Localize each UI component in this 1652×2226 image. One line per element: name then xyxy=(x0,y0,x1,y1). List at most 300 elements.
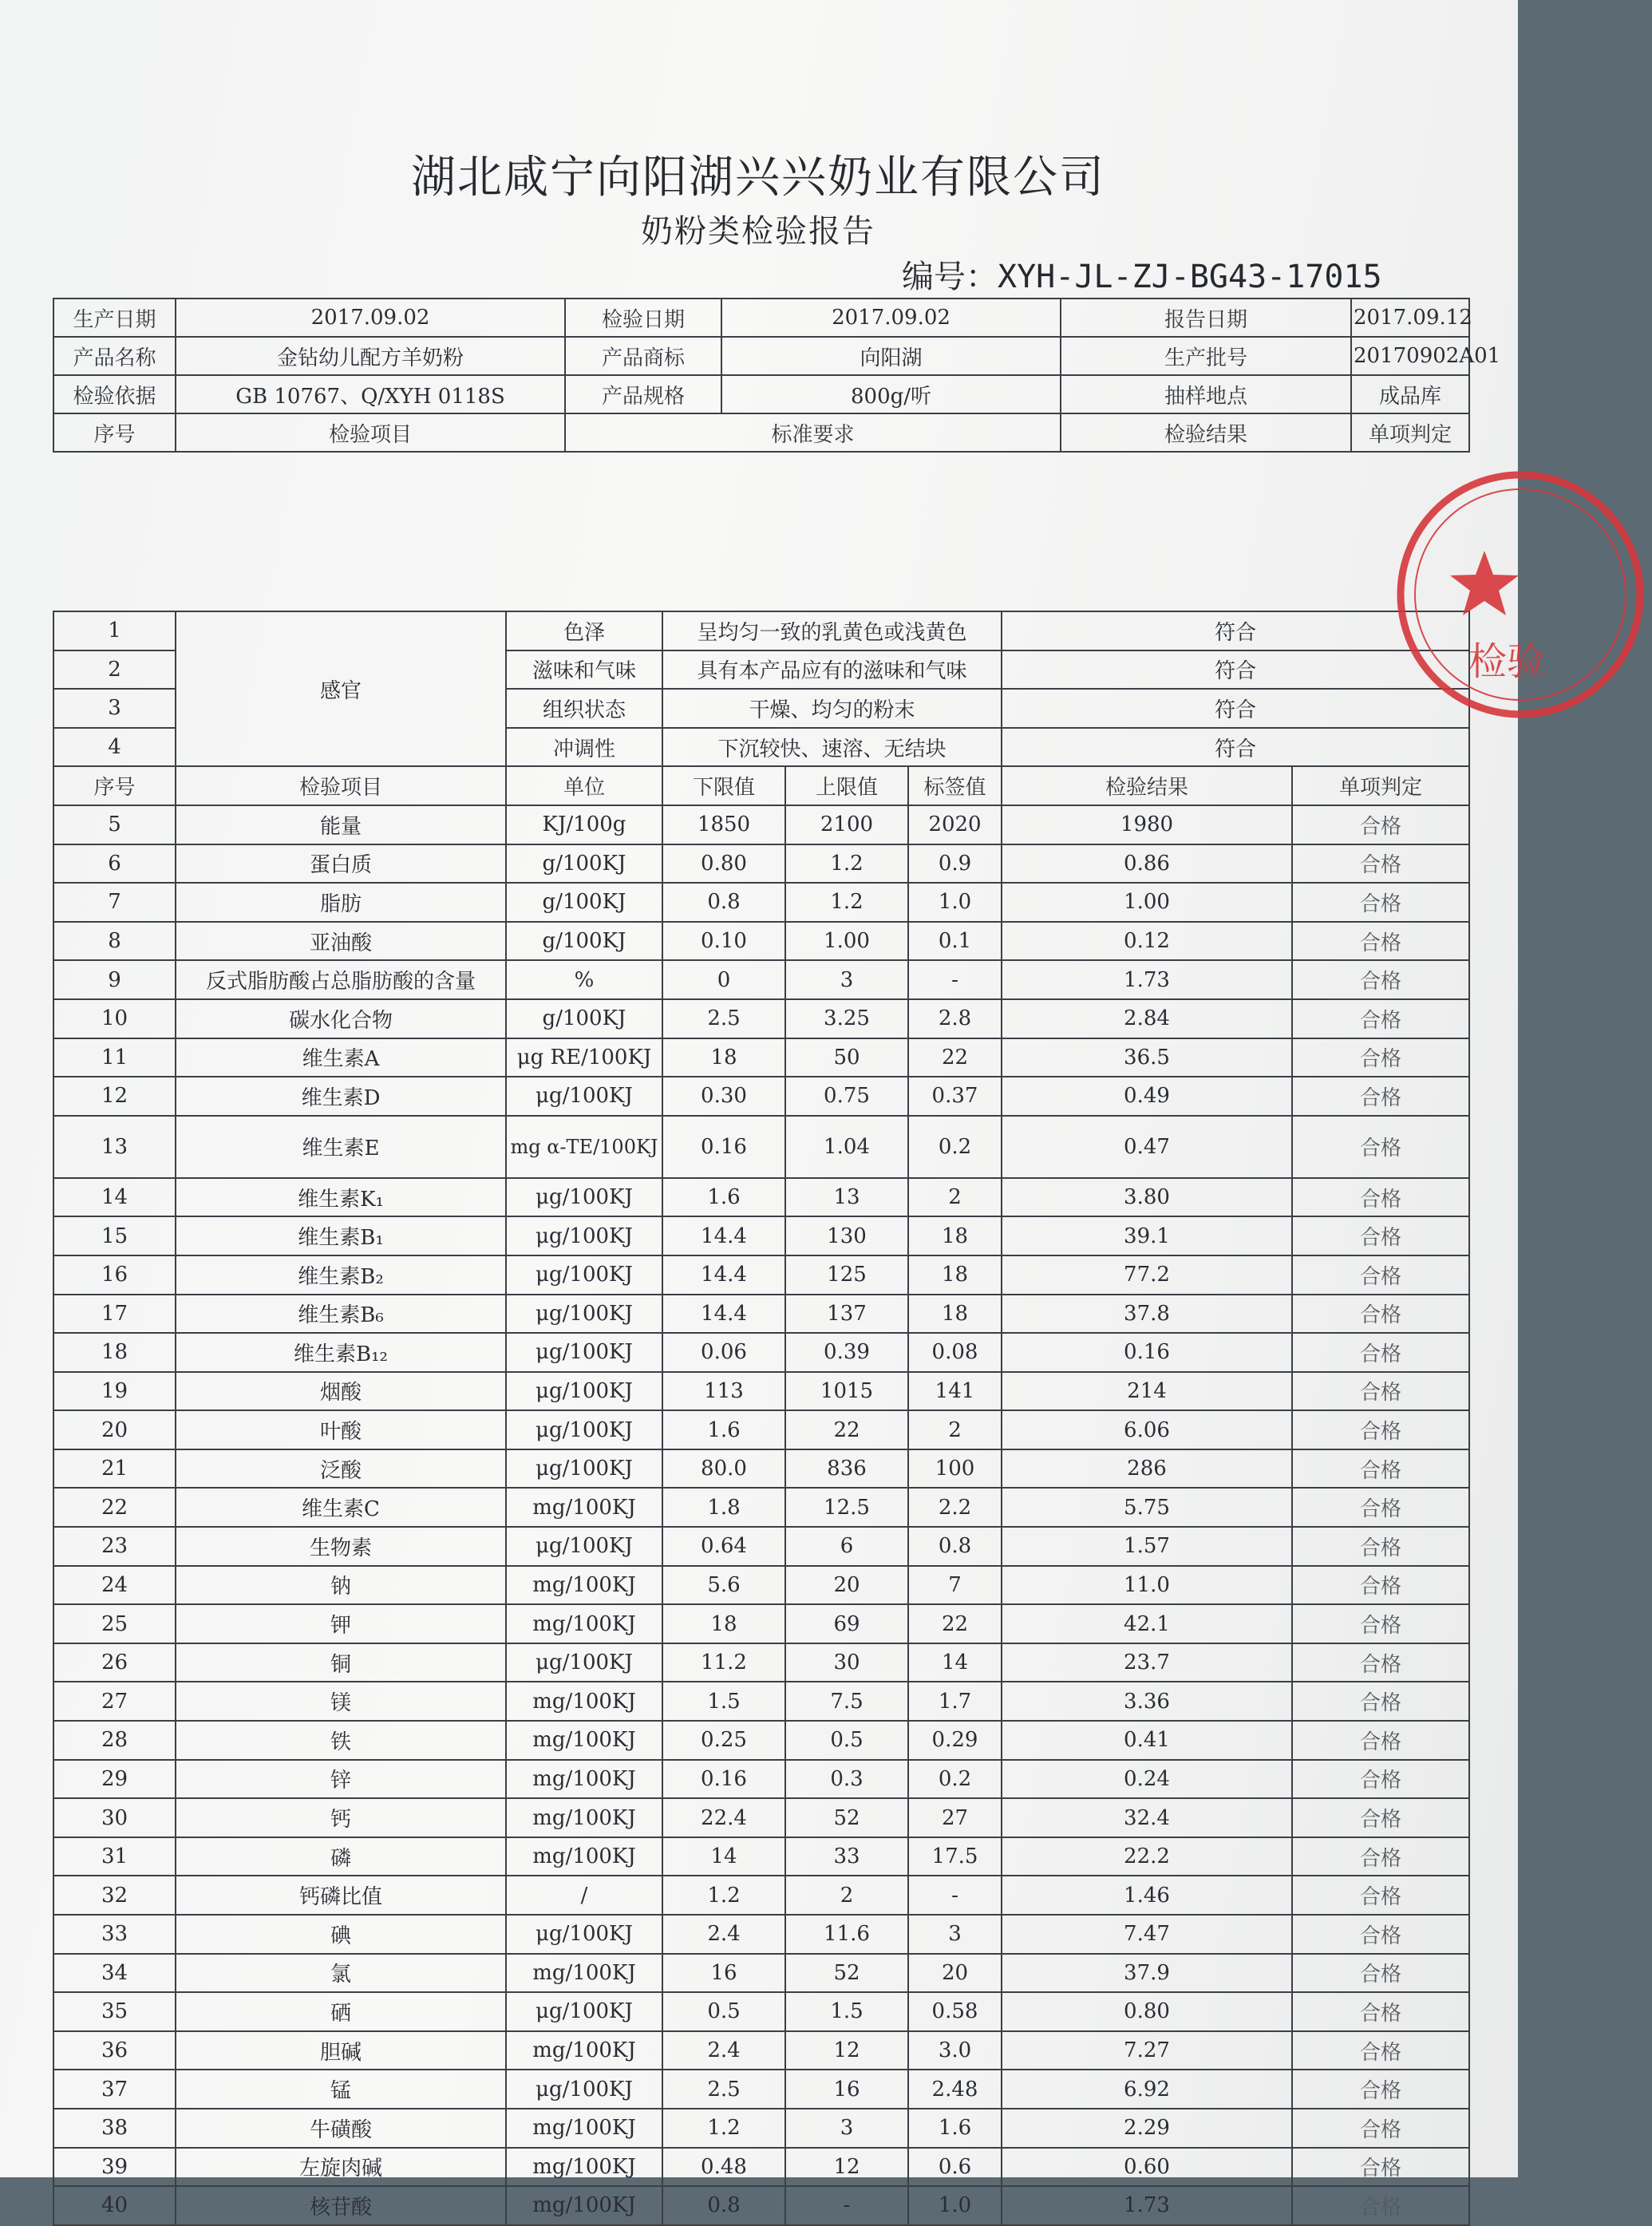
lower-limit: 0.16 xyxy=(662,1116,785,1178)
verdict: 合格 xyxy=(1292,960,1469,999)
label-value: 3 xyxy=(908,1915,1002,1954)
test-result: 1.73 xyxy=(1002,2186,1292,2225)
upper-limit: 6 xyxy=(785,1527,908,1566)
row-number: 9 xyxy=(53,960,176,999)
label-value: 2.48 xyxy=(908,2070,1002,2109)
unit: μg/100KJ xyxy=(506,1077,662,1116)
lower-limit: 0.8 xyxy=(662,883,785,922)
verdict: 合格 xyxy=(1292,805,1469,844)
unit: g/100KJ xyxy=(506,844,662,884)
result-row xyxy=(53,1992,1469,2031)
test-result: 32.4 xyxy=(1002,1798,1292,1837)
upper-limit: 3 xyxy=(785,960,908,999)
unit: mg/100KJ xyxy=(506,2186,662,2225)
test-result: 3.80 xyxy=(1002,1178,1292,1217)
verdict: 合格 xyxy=(1292,1295,1469,1334)
test-result: 23.7 xyxy=(1002,1643,1292,1682)
result-row xyxy=(53,1333,1469,1372)
item-name: 钙磷比值 xyxy=(176,1876,506,1915)
company-name: 湖北咸宁向阳湖兴兴奶业有限公司 xyxy=(411,152,1105,204)
result-row xyxy=(53,1643,1469,1682)
item-name: 亚油酸 xyxy=(176,922,506,961)
result-row xyxy=(53,1760,1469,1799)
lower-limit: 1850 xyxy=(662,805,785,844)
test-result: 36.5 xyxy=(1002,1038,1292,1077)
label-value: 3.0 xyxy=(908,2031,1002,2070)
unit: μg/100KJ xyxy=(506,1295,662,1334)
unit: / xyxy=(506,1876,662,1915)
row-number: 29 xyxy=(53,1760,176,1799)
row-number: 4 xyxy=(53,728,176,767)
sensory-attribute: 滋味和气味 xyxy=(506,650,662,690)
lower-limit: 0.48 xyxy=(662,2148,785,2187)
label-value: 14 xyxy=(908,1643,1002,1682)
row-number: 2 xyxy=(53,650,176,690)
item-name: 维生素A xyxy=(176,1038,506,1077)
unit: μg/100KJ xyxy=(506,1255,662,1295)
label-value: 7 xyxy=(908,1566,1002,1605)
unit: mg/100KJ xyxy=(506,1682,662,1721)
sensory-row xyxy=(53,611,1469,650)
row-number: 26 xyxy=(53,1643,176,1682)
brand-label: 产品商标 xyxy=(565,337,721,375)
verdict: 合格 xyxy=(1292,883,1469,922)
row-number: 23 xyxy=(53,1527,176,1566)
verdict: 合格 xyxy=(1292,844,1469,884)
lower-limit: 16 xyxy=(662,1954,785,1993)
test-result: 5.75 xyxy=(1002,1488,1292,1527)
verdict: 合格 xyxy=(1292,2186,1469,2225)
result-row xyxy=(53,1038,1469,1077)
col-header-lower: 下限值 xyxy=(662,766,785,805)
unit: μg/100KJ xyxy=(506,1992,662,2031)
row-number: 7 xyxy=(53,883,176,922)
item-name: 铁 xyxy=(176,1721,506,1760)
result-row xyxy=(53,1798,1469,1837)
label-value: - xyxy=(908,1876,1002,1915)
row-number: 27 xyxy=(53,1682,176,1721)
report-date-label: 报告日期 xyxy=(1061,299,1351,337)
test-result: 1980 xyxy=(1002,805,1292,844)
test-result: 22.2 xyxy=(1002,1837,1292,1876)
unit: g/100KJ xyxy=(506,883,662,922)
row-number: 20 xyxy=(53,1410,176,1449)
verdict: 合格 xyxy=(1292,1038,1469,1077)
row-number: 18 xyxy=(53,1333,176,1372)
col-header-no: 序号 xyxy=(53,766,176,805)
lower-limit: 22.4 xyxy=(662,1798,785,1837)
test-result: 1.57 xyxy=(1002,1527,1292,1566)
unit: μg/100KJ xyxy=(506,1410,662,1449)
upper-limit: 0.39 xyxy=(785,1333,908,1372)
col-header-verdict: 单项判定 xyxy=(1351,413,1469,452)
label-value: 1.0 xyxy=(908,883,1002,922)
test-result: 2.29 xyxy=(1002,2109,1292,2148)
row-number: 32 xyxy=(53,1876,176,1915)
lower-limit: 1.2 xyxy=(662,1876,785,1915)
label-value: 0.2 xyxy=(908,1760,1002,1799)
row-number: 25 xyxy=(53,1604,176,1643)
upper-limit: 0.3 xyxy=(785,1760,908,1799)
col-header-upper: 上限值 xyxy=(785,766,908,805)
spec-label: 产品规格 xyxy=(565,375,721,413)
lower-limit: 2.5 xyxy=(662,999,785,1038)
verdict: 合格 xyxy=(1292,1604,1469,1643)
lower-limit: 18 xyxy=(662,1038,785,1077)
row-number: 5 xyxy=(53,805,176,844)
item-name: 维生素E xyxy=(176,1116,506,1178)
label-value: - xyxy=(908,960,1002,999)
upper-limit: 16 xyxy=(785,2070,908,2109)
upper-limit: 20 xyxy=(785,1566,908,1605)
col-header-result: 检验结果 xyxy=(1002,766,1292,805)
item-name: 锰 xyxy=(176,2070,506,2109)
row-number: 19 xyxy=(53,1372,176,1411)
lower-limit: 0.16 xyxy=(662,1760,785,1799)
result-row xyxy=(53,1077,1469,1116)
spec: 800g/听 xyxy=(721,375,1061,413)
unit: g/100KJ xyxy=(506,999,662,1038)
result-row xyxy=(53,1566,1469,1605)
sensory-requirement: 干燥、均匀的粉末 xyxy=(662,689,1002,728)
test-result: 39.1 xyxy=(1002,1216,1292,1255)
verdict: 合格 xyxy=(1292,1527,1469,1566)
item-name: 磷 xyxy=(176,1837,506,1876)
unit: μg/100KJ xyxy=(506,1449,662,1489)
upper-limit: 2100 xyxy=(785,805,908,844)
unit: μg/100KJ xyxy=(506,2070,662,2109)
label-value: 18 xyxy=(908,1255,1002,1295)
row-number: 33 xyxy=(53,1915,176,1954)
label-value: 0.1 xyxy=(908,922,1002,961)
test-result: 6.06 xyxy=(1002,1410,1292,1449)
sensory-attribute: 色泽 xyxy=(506,611,662,650)
item-name: 钾 xyxy=(176,1604,506,1643)
result-row xyxy=(53,1295,1469,1334)
item-name: 镁 xyxy=(176,1682,506,1721)
upper-limit: - xyxy=(785,2186,908,2225)
lower-limit: 80.0 xyxy=(662,1449,785,1489)
test-result: 1.00 xyxy=(1002,883,1292,922)
upper-limit: 2 xyxy=(785,1876,908,1915)
report-title: 奶粉类检验报告 xyxy=(641,213,875,250)
item-name: 维生素C xyxy=(176,1488,506,1527)
item-name: 钙 xyxy=(176,1798,506,1837)
item-name: 能量 xyxy=(176,805,506,844)
unit: mg/100KJ xyxy=(506,1488,662,1527)
lower-limit: 2.5 xyxy=(662,2070,785,2109)
lower-limit: 1.2 xyxy=(662,2109,785,2148)
row-number: 15 xyxy=(53,1216,176,1255)
row-number: 38 xyxy=(53,2109,176,2148)
row-number: 3 xyxy=(53,689,176,728)
report-number: 编号：XYH-JL-ZJ-BG43-17015 xyxy=(902,259,1382,295)
unit: mg α-TE/100KJ xyxy=(506,1116,662,1178)
sampling: 成品库 xyxy=(1351,375,1469,413)
result-row xyxy=(53,883,1469,922)
unit: g/100KJ xyxy=(506,922,662,961)
test-result: 0.24 xyxy=(1002,1760,1292,1799)
results-table xyxy=(53,611,1470,2226)
upper-limit: 22 xyxy=(785,1410,908,1449)
sampling-label: 抽样地点 xyxy=(1061,375,1351,413)
label-value: 0.37 xyxy=(908,1077,1002,1116)
upper-limit: 0.75 xyxy=(785,1077,908,1116)
upper-limit: 137 xyxy=(785,1295,908,1334)
row-number: 28 xyxy=(53,1721,176,1760)
result-row xyxy=(53,1604,1469,1643)
row-number: 31 xyxy=(53,1837,176,1876)
item-name: 反式脂肪酸占总脂肪酸的含量 xyxy=(176,960,506,999)
sensory-group-label: 感官 xyxy=(176,611,506,766)
basis-label: 检验依据 xyxy=(53,375,176,413)
unit: mg/100KJ xyxy=(506,2031,662,2070)
lower-limit: 14.4 xyxy=(662,1216,785,1255)
verdict: 合格 xyxy=(1292,1216,1469,1255)
verdict: 合格 xyxy=(1292,1798,1469,1837)
unit: mg/100KJ xyxy=(506,2148,662,2187)
label-value: 2 xyxy=(908,1178,1002,1217)
upper-limit: 30 xyxy=(785,1643,908,1682)
item-name: 铜 xyxy=(176,1643,506,1682)
item-name: 烟酸 xyxy=(176,1372,506,1411)
sensory-attribute: 组织状态 xyxy=(506,689,662,728)
test-result: 11.0 xyxy=(1002,1566,1292,1605)
item-name: 硒 xyxy=(176,1992,506,2031)
test-result: 0.86 xyxy=(1002,844,1292,884)
upper-limit: 0.5 xyxy=(785,1721,908,1760)
verdict: 合格 xyxy=(1292,2148,1469,2187)
verdict: 合格 xyxy=(1292,999,1469,1038)
item-name: 维生素B₂ xyxy=(176,1255,506,1295)
test-result: 0.16 xyxy=(1002,1333,1292,1372)
result-row xyxy=(53,805,1469,844)
test-result: 77.2 xyxy=(1002,1255,1292,1295)
row-number: 10 xyxy=(53,999,176,1038)
upper-limit: 1015 xyxy=(785,1372,908,1411)
lower-limit: 2.4 xyxy=(662,2031,785,2070)
unit: μg/100KJ xyxy=(506,1178,662,1217)
row-number: 24 xyxy=(53,1566,176,1605)
unit: μg/100KJ xyxy=(506,1643,662,1682)
item-name: 碘 xyxy=(176,1915,506,1954)
info-row xyxy=(53,375,1469,413)
upper-limit: 12.5 xyxy=(785,1488,908,1527)
verdict: 合格 xyxy=(1292,1449,1469,1489)
upper-limit: 1.5 xyxy=(785,1992,908,2031)
row-number: 37 xyxy=(53,2070,176,2109)
lower-limit: 14.4 xyxy=(662,1295,785,1334)
verdict: 合格 xyxy=(1292,1077,1469,1116)
row-number: 16 xyxy=(53,1255,176,1295)
label-value: 2.8 xyxy=(908,999,1002,1038)
upper-limit: 52 xyxy=(785,1954,908,1993)
test-result: 37.8 xyxy=(1002,1295,1292,1334)
lower-limit: 0.06 xyxy=(662,1333,785,1372)
result-row xyxy=(53,2186,1469,2225)
label-value: 141 xyxy=(908,1372,1002,1411)
label-value: 0.9 xyxy=(908,844,1002,884)
upper-limit: 7.5 xyxy=(785,1682,908,1721)
unit: μg RE/100KJ xyxy=(506,1038,662,1077)
verdict: 合格 xyxy=(1292,1837,1469,1876)
result-row xyxy=(53,2148,1469,2187)
verdict: 合格 xyxy=(1292,2031,1469,2070)
row-number: 39 xyxy=(53,2148,176,2187)
test-result: 3.36 xyxy=(1002,1682,1292,1721)
col-header-item: 检验项目 xyxy=(176,766,506,805)
label-value: 1.6 xyxy=(908,2109,1002,2148)
info-row xyxy=(53,299,1469,337)
row-number: 35 xyxy=(53,1992,176,2031)
upper-limit: 836 xyxy=(785,1449,908,1489)
verdict: 合格 xyxy=(1292,1721,1469,1760)
item-name: 核苷酸 xyxy=(176,2186,506,2225)
verdict: 合格 xyxy=(1292,1410,1469,1449)
sensory-result: 符合 xyxy=(1002,689,1469,728)
result-row xyxy=(53,1915,1469,1954)
label-value: 27 xyxy=(908,1798,1002,1837)
results-section xyxy=(53,766,1469,2224)
lower-limit: 0.25 xyxy=(662,1721,785,1760)
lower-limit: 0 xyxy=(662,960,785,999)
item-name: 维生素D xyxy=(176,1077,506,1116)
upper-limit: 1.2 xyxy=(785,844,908,884)
upper-limit: 12 xyxy=(785,2148,908,2187)
upper-limit: 3.25 xyxy=(785,999,908,1038)
sensory-requirement: 下沉较快、速溶、无结块 xyxy=(662,728,1002,767)
verdict: 合格 xyxy=(1292,1992,1469,2031)
lower-limit: 113 xyxy=(662,1372,785,1411)
result-row xyxy=(53,1954,1469,1993)
col-header-verdict: 单项判定 xyxy=(1292,766,1469,805)
item-name: 维生素B₁ xyxy=(176,1216,506,1255)
label-value: 0.6 xyxy=(908,2148,1002,2187)
unit: mg/100KJ xyxy=(506,1604,662,1643)
batch: 20170902A01 xyxy=(1351,337,1469,375)
verdict: 合格 xyxy=(1292,1643,1469,1682)
unit: mg/100KJ xyxy=(506,1566,662,1605)
lower-limit: 0.64 xyxy=(662,1527,785,1566)
result-row xyxy=(53,1488,1469,1527)
label-value: 0.58 xyxy=(908,1992,1002,2031)
upper-limit: 1.00 xyxy=(785,922,908,961)
item-name: 蛋白质 xyxy=(176,844,506,884)
brand: 向阳湖 xyxy=(721,337,1061,375)
verdict: 合格 xyxy=(1292,1915,1469,1954)
lower-limit: 18 xyxy=(662,1604,785,1643)
label-value: 18 xyxy=(908,1216,1002,1255)
upper-limit: 50 xyxy=(785,1038,908,1077)
production-date: 2017.09.02 xyxy=(176,299,565,337)
product-name-label: 产品名称 xyxy=(53,337,176,375)
test-result: 0.41 xyxy=(1002,1721,1292,1760)
lower-limit: 1.6 xyxy=(662,1410,785,1449)
row-number: 21 xyxy=(53,1449,176,1489)
result-row xyxy=(53,1682,1469,1721)
row-number: 14 xyxy=(53,1178,176,1217)
test-result: 1.73 xyxy=(1002,960,1292,999)
info-table xyxy=(53,298,1501,453)
upper-limit: 11.6 xyxy=(785,1915,908,1954)
row-number: 1 xyxy=(53,611,176,650)
unit: mg/100KJ xyxy=(506,1837,662,1876)
verdict: 合格 xyxy=(1292,1488,1469,1527)
verdict: 合格 xyxy=(1292,2109,1469,2148)
batch-label: 生产批号 xyxy=(1061,337,1351,375)
inspection-date: 2017.09.02 xyxy=(721,299,1061,337)
row-number: 17 xyxy=(53,1295,176,1334)
item-name: 左旋肉碱 xyxy=(176,2148,506,2187)
result-row xyxy=(53,999,1469,1038)
result-row xyxy=(53,1216,1469,1255)
label-value: 2.2 xyxy=(908,1488,1002,1527)
col-header-requirement: 标准要求 xyxy=(565,413,1061,452)
item-name: 维生素B₁₂ xyxy=(176,1333,506,1372)
item-name: 碳水化合物 xyxy=(176,999,506,1038)
result-row xyxy=(53,1178,1469,1217)
unit: % xyxy=(506,960,662,999)
verdict: 合格 xyxy=(1292,1876,1469,1915)
sensory-result: 符合 xyxy=(1002,728,1469,767)
item-name: 氯 xyxy=(176,1954,506,1993)
row-number: 36 xyxy=(53,2031,176,2070)
sensory-result: 符合 xyxy=(1002,650,1469,690)
label-value: 0.8 xyxy=(908,1527,1002,1566)
verdict: 合格 xyxy=(1292,1116,1469,1178)
result-row xyxy=(53,1116,1469,1178)
result-row xyxy=(53,1837,1469,1876)
row-number: 8 xyxy=(53,922,176,961)
row-number: 12 xyxy=(53,1077,176,1116)
col-header-no: 序号 xyxy=(53,413,176,452)
inspection-date-label: 检验日期 xyxy=(565,299,721,337)
row-number: 11 xyxy=(53,1038,176,1077)
lower-limit: 14.4 xyxy=(662,1255,785,1295)
unit: mg/100KJ xyxy=(506,1954,662,1993)
verdict: 合格 xyxy=(1292,1954,1469,1993)
item-name: 胆碱 xyxy=(176,2031,506,2070)
upper-limit: 1.2 xyxy=(785,883,908,922)
label-value: 0.08 xyxy=(908,1333,1002,1372)
result-row xyxy=(53,922,1469,961)
result-row xyxy=(53,1410,1469,1449)
lower-limit: 0.80 xyxy=(662,844,785,884)
label-value: 18 xyxy=(908,1295,1002,1334)
label-value: 17.5 xyxy=(908,1837,1002,1876)
item-name: 牛磺酸 xyxy=(176,2109,506,2148)
lower-limit: 1.8 xyxy=(662,1488,785,1527)
col-header-unit: 单位 xyxy=(506,766,662,805)
unit: mg/100KJ xyxy=(506,1798,662,1837)
lower-limit: 2.4 xyxy=(662,1915,785,1954)
label-value: 22 xyxy=(908,1604,1002,1643)
lower-limit: 0.8 xyxy=(662,2186,785,2225)
item-name: 泛酸 xyxy=(176,1449,506,1489)
test-result: 0.47 xyxy=(1002,1116,1292,1178)
row-number: 13 xyxy=(53,1116,176,1178)
test-result: 7.47 xyxy=(1002,1915,1292,1954)
verdict: 合格 xyxy=(1292,2070,1469,2109)
test-result: 37.9 xyxy=(1002,1954,1292,1993)
item-name: 叶酸 xyxy=(176,1410,506,1449)
verdict: 合格 xyxy=(1292,1333,1469,1372)
result-row xyxy=(53,844,1469,884)
item-name: 维生素B₆ xyxy=(176,1295,506,1334)
sensory-header-row xyxy=(53,413,1469,452)
sensory-attribute: 冲调性 xyxy=(506,728,662,767)
lower-limit: 0.10 xyxy=(662,922,785,961)
